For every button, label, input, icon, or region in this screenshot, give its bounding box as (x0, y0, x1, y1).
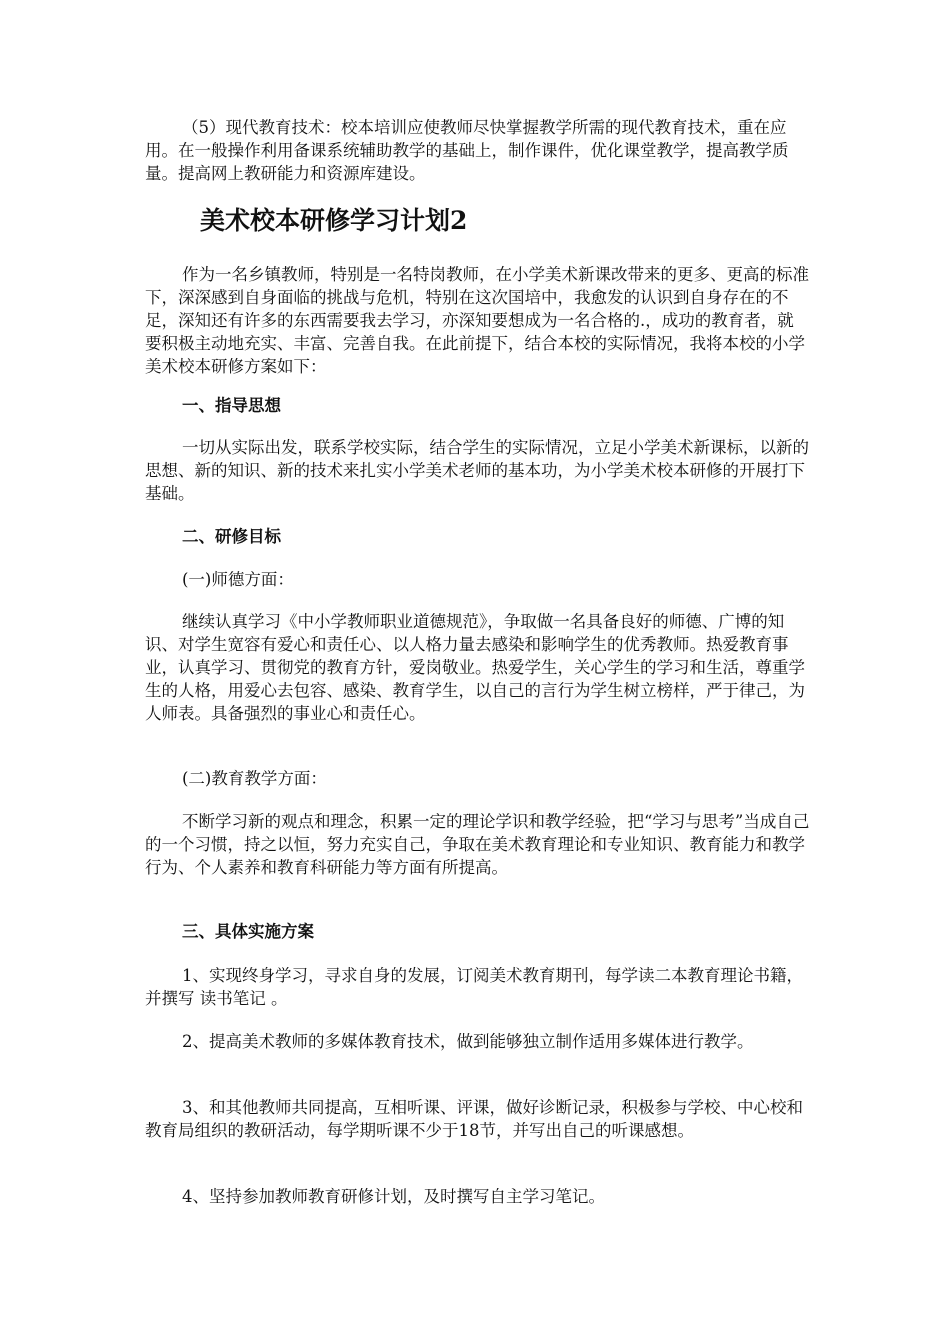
section2-sub2-paragraph: 不断学习新的观点和理念，积累一定的理论学识和教学经验，把“学习与思考”当成自己的一个习惯，持之以恒，努力充实自己，争取在美术教育理论和专业知识、教育能力和教学行为、个人素养和教育科研能力等方面有所提高。 (145, 812, 810, 877)
section2-sub2-title: (二)教育教学方面： (182, 769, 327, 788)
section3-item-2: 2、提高美术教师的多媒体教育技术，做到能够独立制作适用多媒体进行教学。 (182, 1032, 754, 1051)
section3-item-1: 1、实现终身学习，寻求自身的发展，订阅美术教育期刊，每学读二本教育理论书籍，并撰写 读书笔记 。 (145, 966, 803, 1008)
section2-sub1-title: (一)师德方面： (182, 570, 294, 589)
opening-paragraph: 作为一名乡镇教师，特别是一名特岗教师，在小学美术新课改带来的更多、更高的标准下，深深感到自身面临的挑战与危机，特别在这次国培中，我愈发的认识到自身存在的不足，深知还有许多的东西需要我去学习，亦深知要想成为一名合格的.，成功的教育者，就要积极主动地充实、丰富、完善自我。在此前提下，结合本校的实际情况，我将本校的小学美术校本研修方案如下： (145, 265, 809, 376)
section2-heading: 二、研修目标 (182, 527, 281, 546)
document-title: 美术校本研修学习计划2 (200, 206, 468, 235)
intro-paragraph: （5）现代教育技术：校本培训应使教师尽快掌握教学所需的现代教育技术，重在应用。在一般操作利用备课系统辅助教学的基础上，制作课件，优化课堂教学，提高教学质量。提高网上教研能力和资源库建设。 (145, 118, 789, 183)
section3-item-3: 3、和其他教师共同提高，互相听课、评课，做好诊断记录，积极参与学校、中心校和教育局组织的教研活动，每学期听课不少于18节，并写出自己的听课感想。 (145, 1098, 803, 1140)
section3-item-4: 4、坚持参加教师教育研修计划，及时撰写自主学习笔记。 (182, 1187, 605, 1206)
section3-heading: 三、具体实施方案 (182, 922, 314, 941)
section2-sub1-paragraph: 继续认真学习《中小学教师职业道德规范》，争取做一名具备良好的师德、广博的知识、对学生宽容有爱心和责任心、以人格力量去感染和影响学生的优秀教师。热爱教育事业，认真学习、贯彻党的教育方针，爱岗敬业。热爱学生，关心学生的学习和生活，尊重学生的人格，用爱心去包容、感染、教育学生，以自己的言行为学生树立榜样，严于律己，为人师表。具备强烈的事业心和责任心。 (145, 612, 805, 723)
section1-heading: 一、指导思想 (182, 396, 281, 415)
section1-paragraph: 一切从实际出发，联系学校实际，结合学生的实际情况，立足小学美术新课标，以新的思想、新的知识、新的技术来扎实小学美术老师的基本功，为小学美术校本研修的开展打下基础。 (145, 438, 809, 503)
